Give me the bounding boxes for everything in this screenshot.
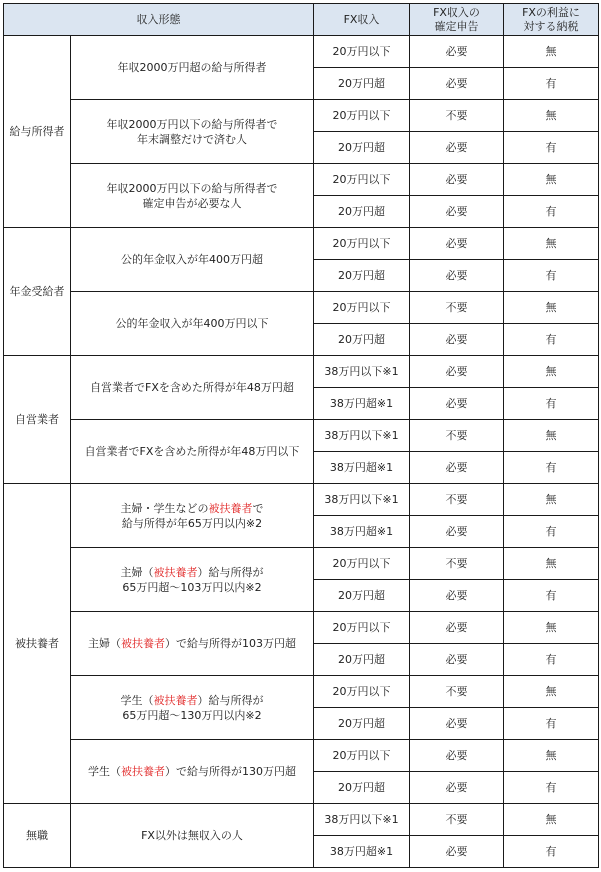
- tax-return-cell: 必要: [410, 612, 504, 644]
- tax-payment-cell: 有: [504, 388, 599, 420]
- tax-return-cell: 必要: [410, 68, 504, 100]
- fx-income-cell: 20万円以下: [314, 164, 410, 196]
- tax-return-cell: 必要: [410, 36, 504, 68]
- condition-line: [73, 252, 311, 267]
- condition-cell: [71, 420, 314, 484]
- condition-line: [73, 516, 311, 531]
- condition-line: [73, 60, 311, 75]
- condition-cell: [71, 292, 314, 356]
- fx-income-cell: 20万円超: [314, 260, 410, 292]
- condition-cell: [71, 612, 314, 676]
- condition-text: ）で給与所得が103万円超: [165, 637, 296, 650]
- condition-text: で: [252, 501, 264, 515]
- fx-income-cell: 20万円超: [314, 68, 410, 100]
- tax-payment-cell: 無: [504, 228, 599, 260]
- fx-income-cell: 20万円以下: [314, 548, 410, 580]
- condition-text: 主婦（: [88, 637, 121, 650]
- tax-payment-cell: 無: [504, 548, 599, 580]
- tax-return-cell: 必要: [410, 772, 504, 804]
- fx-income-cell: 20万円以下: [314, 36, 410, 68]
- tax-payment-cell: 有: [504, 580, 599, 612]
- fx-income-cell: 38万円以下※1: [314, 804, 410, 836]
- condition-line: [73, 181, 311, 196]
- tax-return-cell: 必要: [410, 836, 504, 868]
- condition-text: 公的年金収入が年400万円以下: [115, 317, 269, 330]
- tax-payment-cell: 有: [504, 196, 599, 228]
- condition-cell: [71, 740, 314, 804]
- tax-return-cell: 必要: [410, 196, 504, 228]
- tax-payment-cell: 無: [504, 804, 599, 836]
- tax-payment-cell: 有: [504, 708, 599, 740]
- condition-line: [73, 708, 311, 723]
- fx-income-cell: 20万円超: [314, 132, 410, 164]
- condition-text: ）で給与所得が130万円超: [165, 765, 296, 778]
- dependent-highlight: 被扶養者: [153, 693, 198, 707]
- tax-return-cell: 必要: [410, 164, 504, 196]
- tax-payment-cell: 無: [504, 36, 599, 68]
- condition-cell: [71, 484, 314, 548]
- header-income-type: 収入形態: [4, 4, 314, 36]
- tax-payment-cell: 無: [504, 100, 599, 132]
- condition-line: [73, 828, 311, 843]
- fx-tax-table: [3, 3, 599, 868]
- condition-line: [73, 132, 311, 147]
- condition-text: ）給与所得が: [197, 693, 264, 707]
- condition-text: ）給与所得が: [197, 565, 264, 579]
- tax-return-cell: 必要: [410, 644, 504, 676]
- header-tax-return-line2: 確定申告: [434, 19, 479, 33]
- tax-payment-cell: 無: [504, 484, 599, 516]
- condition-cell: [71, 548, 314, 612]
- header-row: [4, 4, 599, 36]
- condition-line: [73, 117, 311, 132]
- tax-return-cell: 不要: [410, 420, 504, 452]
- header-tax-payment-line2: 対する納税: [523, 19, 579, 33]
- tax-payment-cell: 有: [504, 644, 599, 676]
- fx-income-cell: 20万円超: [314, 196, 410, 228]
- fx-income-cell: 20万円以下: [314, 676, 410, 708]
- tax-return-cell: 不要: [410, 548, 504, 580]
- tax-payment-cell: 無: [504, 420, 599, 452]
- condition-text: 確定申告が必要な人: [142, 196, 242, 210]
- header-tax-payment-line1: FXの利益に: [522, 5, 580, 19]
- condition-cell: [71, 228, 314, 292]
- condition-cell: [71, 36, 314, 100]
- condition-cell: [71, 100, 314, 164]
- condition-line: [73, 316, 311, 331]
- condition-text: 年収2000万円以下の給与所得者で: [106, 117, 278, 131]
- condition-text: 自営業者でFXを含めた所得が年48万円超: [90, 381, 294, 394]
- tax-payment-cell: 有: [504, 836, 599, 868]
- tax-return-cell: 必要: [410, 452, 504, 484]
- group-label: 年金受給者: [4, 228, 71, 356]
- condition-cell: [71, 356, 314, 420]
- table-row: [4, 676, 599, 708]
- table-row: [4, 228, 599, 260]
- fx-income-cell: 20万円超: [314, 580, 410, 612]
- condition-text: 学生（: [88, 765, 121, 778]
- tax-payment-cell: 無: [504, 292, 599, 324]
- condition-text: 学生（: [120, 693, 154, 707]
- dependent-highlight: 被扶養者: [153, 565, 198, 579]
- table-row: [4, 740, 599, 772]
- table-row: [4, 612, 599, 644]
- group-label: 自営業者: [4, 356, 71, 484]
- table-row: [4, 36, 599, 68]
- header-fx-income: FX収入: [314, 4, 410, 36]
- condition-cell: [71, 164, 314, 228]
- tax-return-cell: 必要: [410, 260, 504, 292]
- tax-return-cell: 不要: [410, 804, 504, 836]
- table-row: [4, 356, 599, 388]
- tax-return-cell: 必要: [410, 388, 504, 420]
- tax-payment-cell: 有: [504, 68, 599, 100]
- fx-income-cell: 38万円超※1: [314, 452, 410, 484]
- tax-return-cell: 必要: [410, 356, 504, 388]
- condition-line: [73, 764, 311, 779]
- fx-income-cell: 20万円超: [314, 644, 410, 676]
- condition-text: 65万円超～103万円以内※2: [122, 580, 262, 594]
- fx-income-cell: 38万円超※1: [314, 516, 410, 548]
- condition-text: 65万円超～130万円以内※2: [122, 708, 262, 722]
- tax-return-cell: 必要: [410, 132, 504, 164]
- condition-line: [73, 693, 311, 708]
- condition-text: 自営業者でFXを含めた所得が年48万円以下: [84, 445, 300, 458]
- tax-return-cell: 不要: [410, 292, 504, 324]
- tax-payment-cell: 無: [504, 164, 599, 196]
- table-row: [4, 164, 599, 196]
- condition-line: [73, 565, 311, 580]
- condition-text: FX以外は無収入の人: [141, 829, 243, 842]
- condition-line: [73, 636, 311, 651]
- tax-return-cell: 不要: [410, 484, 504, 516]
- condition-cell: [71, 804, 314, 868]
- fx-income-cell: 38万円超※1: [314, 388, 410, 420]
- tax-payment-cell: 有: [504, 516, 599, 548]
- tax-payment-cell: 無: [504, 740, 599, 772]
- condition-line: [73, 444, 311, 459]
- tax-payment-cell: 有: [504, 772, 599, 804]
- fx-income-cell: 20万円以下: [314, 740, 410, 772]
- group-label: 被扶養者: [4, 484, 71, 804]
- condition-line: [73, 501, 311, 516]
- condition-text: 年収2000万円超の給与所得者: [117, 61, 267, 74]
- tax-return-cell: 必要: [410, 580, 504, 612]
- table-row: [4, 100, 599, 132]
- table-row: [4, 484, 599, 516]
- tax-return-cell: 必要: [410, 324, 504, 356]
- fx-income-cell: 38万円以下※1: [314, 356, 410, 388]
- table-body: [4, 36, 599, 868]
- condition-line: [73, 580, 311, 595]
- fx-income-cell: 20万円超: [314, 708, 410, 740]
- tax-return-cell: 不要: [410, 676, 504, 708]
- tax-payment-cell: 有: [504, 324, 599, 356]
- dependent-highlight: 被扶養者: [121, 765, 165, 778]
- group-label: 給与所得者: [4, 36, 71, 228]
- tax-return-cell: 必要: [410, 516, 504, 548]
- table-row: [4, 292, 599, 324]
- fx-income-cell: 38万円超※1: [314, 836, 410, 868]
- condition-line: [73, 196, 311, 211]
- table-row: [4, 804, 599, 836]
- tax-return-cell: 必要: [410, 708, 504, 740]
- header-tax-return: [410, 4, 504, 36]
- tax-payment-cell: 有: [504, 260, 599, 292]
- tax-payment-cell: 有: [504, 132, 599, 164]
- condition-text: 主婦・学生などの: [120, 501, 209, 515]
- fx-income-cell: 20万円超: [314, 324, 410, 356]
- fx-income-cell: 20万円超: [314, 772, 410, 804]
- fx-income-cell: 20万円以下: [314, 228, 410, 260]
- fx-income-cell: 20万円以下: [314, 100, 410, 132]
- condition-text: 公的年金収入が年400万円超: [121, 253, 263, 266]
- tax-return-cell: 必要: [410, 740, 504, 772]
- condition-text: 年末調整だけで済む人: [137, 132, 247, 146]
- header-tax-return-line1: FX収入の: [433, 5, 480, 19]
- tax-payment-cell: 無: [504, 356, 599, 388]
- fx-income-cell: 20万円以下: [314, 292, 410, 324]
- tax-payment-cell: 無: [504, 612, 599, 644]
- condition-line: [73, 380, 311, 395]
- dependent-highlight: 被扶養者: [208, 501, 253, 515]
- condition-text: 年収2000万円以下の給与所得者で: [106, 181, 278, 195]
- fx-income-cell: 38万円以下※1: [314, 420, 410, 452]
- dependent-highlight: 被扶養者: [121, 637, 165, 650]
- tax-payment-cell: 有: [504, 452, 599, 484]
- tax-payment-cell: 無: [504, 676, 599, 708]
- condition-text: 主婦（: [120, 565, 154, 579]
- fx-income-cell: 20万円以下: [314, 612, 410, 644]
- fx-income-cell: 38万円以下※1: [314, 484, 410, 516]
- tax-return-cell: 不要: [410, 100, 504, 132]
- header-tax-payment: [504, 4, 599, 36]
- group-label: 無職: [4, 804, 71, 868]
- table-row: [4, 420, 599, 452]
- condition-text: 給与所得が年65万円以内※2: [121, 516, 263, 530]
- table-row: [4, 548, 599, 580]
- condition-cell: [71, 676, 314, 740]
- tax-return-cell: 必要: [410, 228, 504, 260]
